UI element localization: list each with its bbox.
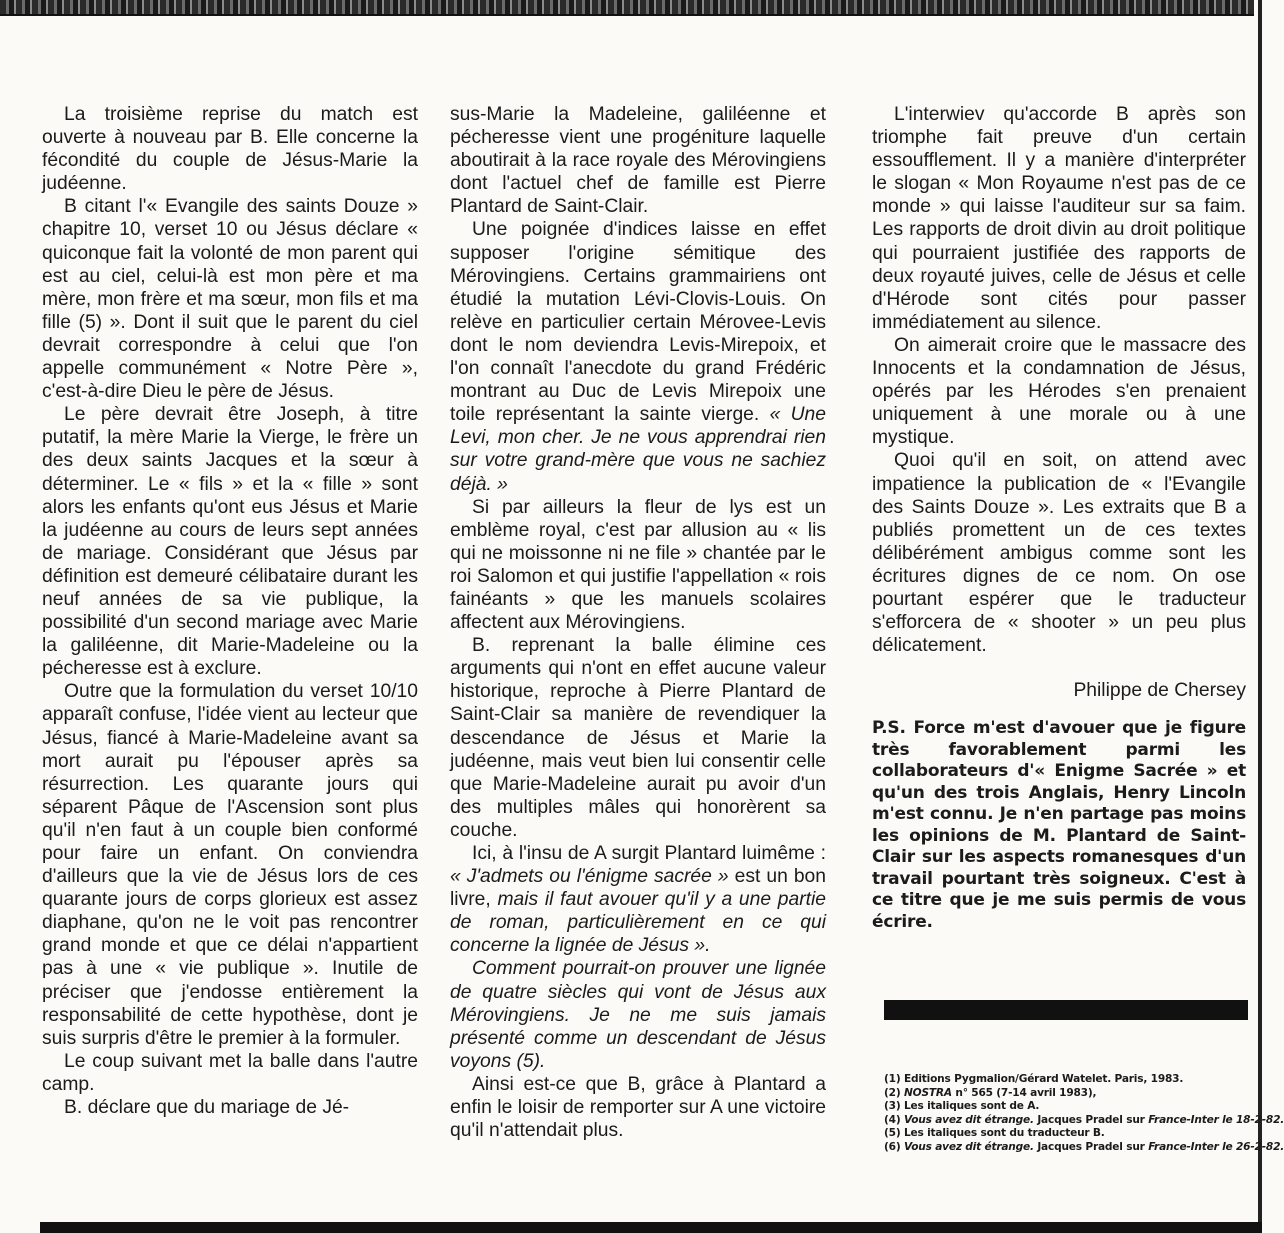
paragraph: On aimerait croire que le massacre des Innocents et la condamnation de Jésus, opérés par les Hérodes s'en prenaient uniquement à une morale ou à une mystique. (872, 334, 1246, 449)
footnote-number: (2) (884, 1086, 901, 1099)
footnote-text: Jacques Pradel sur (1033, 1140, 1149, 1153)
author-signature: Philippe de Chersey (1073, 680, 1246, 702)
italic-quote: « Une Levi, mon cher. Je ne vous apprendrai rien sur votre grand-mère que vous ne sachiez déjà. » (450, 404, 826, 495)
paragraph: Quoi qu'il en soit, on attend avec impatience la publication de « l'Evangile des Saints Douze ». Les extraits que B a publiés promettent un de ces textes délibérément ambigus comme sont les écritures dignes de ce nom. On ose pourtant espérer que le traducteur s'efforcera de « shooter » un peu plus délicatement. (872, 450, 1246, 657)
text-run: est un bon livre, (450, 866, 826, 911)
footnote-number: (1) (884, 1073, 901, 1085)
footnote-number: (5) (884, 1127, 901, 1140)
italic-quote: « J'admets ou l'énigme sacrée » (450, 866, 729, 888)
footnote (884, 1100, 1256, 1114)
footnote-text: Jacques Pradel sur (1033, 1113, 1149, 1126)
footnote-italic: Vous avez dit étrange. (903, 1140, 1034, 1153)
footnote-text: Les italiques sont de A. (900, 1100, 1040, 1113)
footnote-italic: France-Inter le 18-2-82. (1148, 1113, 1284, 1126)
text-run: Ici, à l'insu de A surgit Plantard luimême : (472, 843, 826, 864)
article-column-1 (42, 103, 418, 1119)
paragraph: La troisième reprise du match est ouverte à nouveau par B. Elle concerne la fécondité du couple de Jésus-Marie la judéenne. (42, 104, 418, 195)
bottom-border-rule (40, 1222, 1262, 1233)
italic-quote: Comment pourrait-on prouver une lignée de quatre siècles qui vont de Jésus aux Mérovingiens. Je ne me suis jamais présenté comme un descendant de Jésus voyons (5). (450, 958, 826, 1072)
footnote-text: n° 565 (7-14 avril 1983), (951, 1086, 1097, 1099)
footnotes-list (884, 1073, 1284, 1155)
postscript: P.S. Force m'est d'avouer que je figure très favorablement parmi les collaborateurs d'« Enigme Sacrée » et qu'un des trois Anglais, Henry Lincoln m'est connu. Je n'en partage pas moins les opinions de M. Plantard de Saint-Clair sur les aspects romanesques d'un travail pourtant très soigneux. C'est à ce titre que je me suis permis de vous écrire. (872, 718, 1246, 932)
right-border-rule (1258, 0, 1262, 1233)
footnote-text: Les italiques sont du traducteur B. (900, 1127, 1105, 1140)
footnote (884, 1113, 1284, 1128)
article-column-2 (450, 103, 826, 1142)
paragraph: Si par ailleurs la fleur de lys est un emblème royal, c'est par allusion au « lis qui ne moissonne ni ne file » chantée par le roi Salomon et qui justifie l'appellation « rois fainéants » que les manuels scolaires affectent aux Mérovingiens. (450, 496, 826, 634)
paragraph: sus-Marie la Madeleine, galiléenne et pécheresse vient une progéniture laquelle aboutirait à la race royale des Mérovingiens dont l'actuel chef de famille est Pierre Plantard de Saint-Clair. (450, 104, 826, 218)
section-divider-bar (884, 1000, 1248, 1020)
paragraph: B. reprenant la balle élimine ces arguments qui n'ont en effet aucune valeur historique, reproche à Pierre Plantard de Saint-Clair sa manière de revendiquer la descendance de Jésus et Marie la judéenne, mais veut bien lui consentir celle que Marie-Madeleine aurait pu avoir d'un des multiples mâles qui honorèrent sa couche. (450, 635, 826, 841)
footnote (884, 1087, 1256, 1101)
footnote (884, 1073, 1256, 1087)
italic-quote: mais il faut avouer qu'il y a une partie de roman, particulièrement en ce qui concerne la lignée de Jésus ». (450, 889, 826, 957)
footnote-italic: France-Inter le 26-2-82. (1148, 1140, 1284, 1153)
footnote (884, 1140, 1284, 1155)
footnote-italic: NOSTRA (903, 1086, 952, 1099)
paragraph: Le coup suivant met la balle dans l'autre camp. (42, 1050, 418, 1095)
paragraph: L'interwiev qu'accorde B après son triomphe fait preuve d'un certain essoufflement. Il y a manière d'interpréter le slogan « Mon Royaume n'est pas de ce monde » qui laisse l'auditeur sur sa faim. Les rapports de droit divin au droit politique qui pourraient justifiée des rapports de deux royauté juives, celle de Jésus et celle d'Hérode sont cités pour passer immédiatement au silence. (872, 104, 1246, 333)
footnote-number: (4) (884, 1113, 901, 1126)
paragraph: Outre que la formulation du verset 10/10 apparaît confuse, l'idée vient au lecteur que Jésus, fiancé à Marie-Madeleine avant sa mort aurait pu l'épouser après sa résurrection. Les quarante jours qui séparent Pâque de l'Ascension sont plus qu'il n'en faut à un couple bien conformé pour faire un enfant. On conviendra d'ailleurs que la vie de Jésus lors de ces quarante jours de corps glorieux est assez diaphane, qu'on ne le voit pas rencontrer grand monde et que ce délai n'appartient pas à une « vie publique ». Inutile de préciser que j'endosse entièrement la responsabilité de cette hypothèse, dont je suis surpris d'être le premier à la formuler. (42, 681, 418, 1049)
paragraph: B. déclare que du mariage de Jé- (64, 1097, 350, 1119)
footnote-text: Editions Pygmalion/Gérard Watelet. Paris, 1983. (900, 1073, 1184, 1085)
text-run: Une poignée d'indices laisse en effet supposer l'origine sémitique des Mérovingiens. Certains grammairiens ont étudié la mutation Lévi-Clovis-Louis. On relève en particulier certain Mérovee-Levis dont le nom deviendra Levis-Mirepoix, et l'on connaît l'anecdote du grand Frédéric montrant au Duc de Levis Mirepoix une toile représentant la sainte vierge. (450, 219, 826, 426)
paragraph: Ainsi est-ce que B, grâce à Plantard a enfin le loisir de remporter sur A une victoire qu'il n'attendait plus. (450, 1073, 826, 1142)
footnote-italic: Vous avez dit étrange. (903, 1113, 1034, 1126)
paragraph (450, 218, 826, 495)
top-border-rule (0, 0, 1254, 16)
article-column-3 (872, 103, 1246, 933)
paragraph (450, 842, 826, 957)
paragraph (450, 957, 826, 1072)
footnote-number: (6) (884, 1140, 901, 1153)
paragraph: Le père devrait être Joseph, à titre putatif, la mère Marie la Vierge, le frère un des deux saints Jacques et la sœur à déterminer. Le « fils » et la « fille » sont alors les enfants qu'ont eus Jésus et Marie la judéenne au cours de leurs sept années de mariage. Considérant que Jésus par définition est demeuré célibataire durant les neuf années de sa vie publique, la possibilité d'un second mariage avec Marie la galiléenne, dit Marie-Madeleine ou la pécheresse est à exclure. (42, 404, 418, 680)
footnote-number: (3) (884, 1100, 901, 1113)
paragraph: B citant l'« Evangile des saints Douze » chapitre 10, verset 10 ou Jésus déclare « quiconque fait la volonté de mon parent qui est au ciel, celui-là est mon père et ma mère, mon frère et ma sœur, mon fils et ma fille (5) ». Dont il suit que le parent du ciel devrait correspondre à celui que l'on appelle communément « Notre Père », c'est-à-dire Dieu le père de Jésus. (42, 196, 418, 403)
footnote (884, 1127, 1256, 1141)
